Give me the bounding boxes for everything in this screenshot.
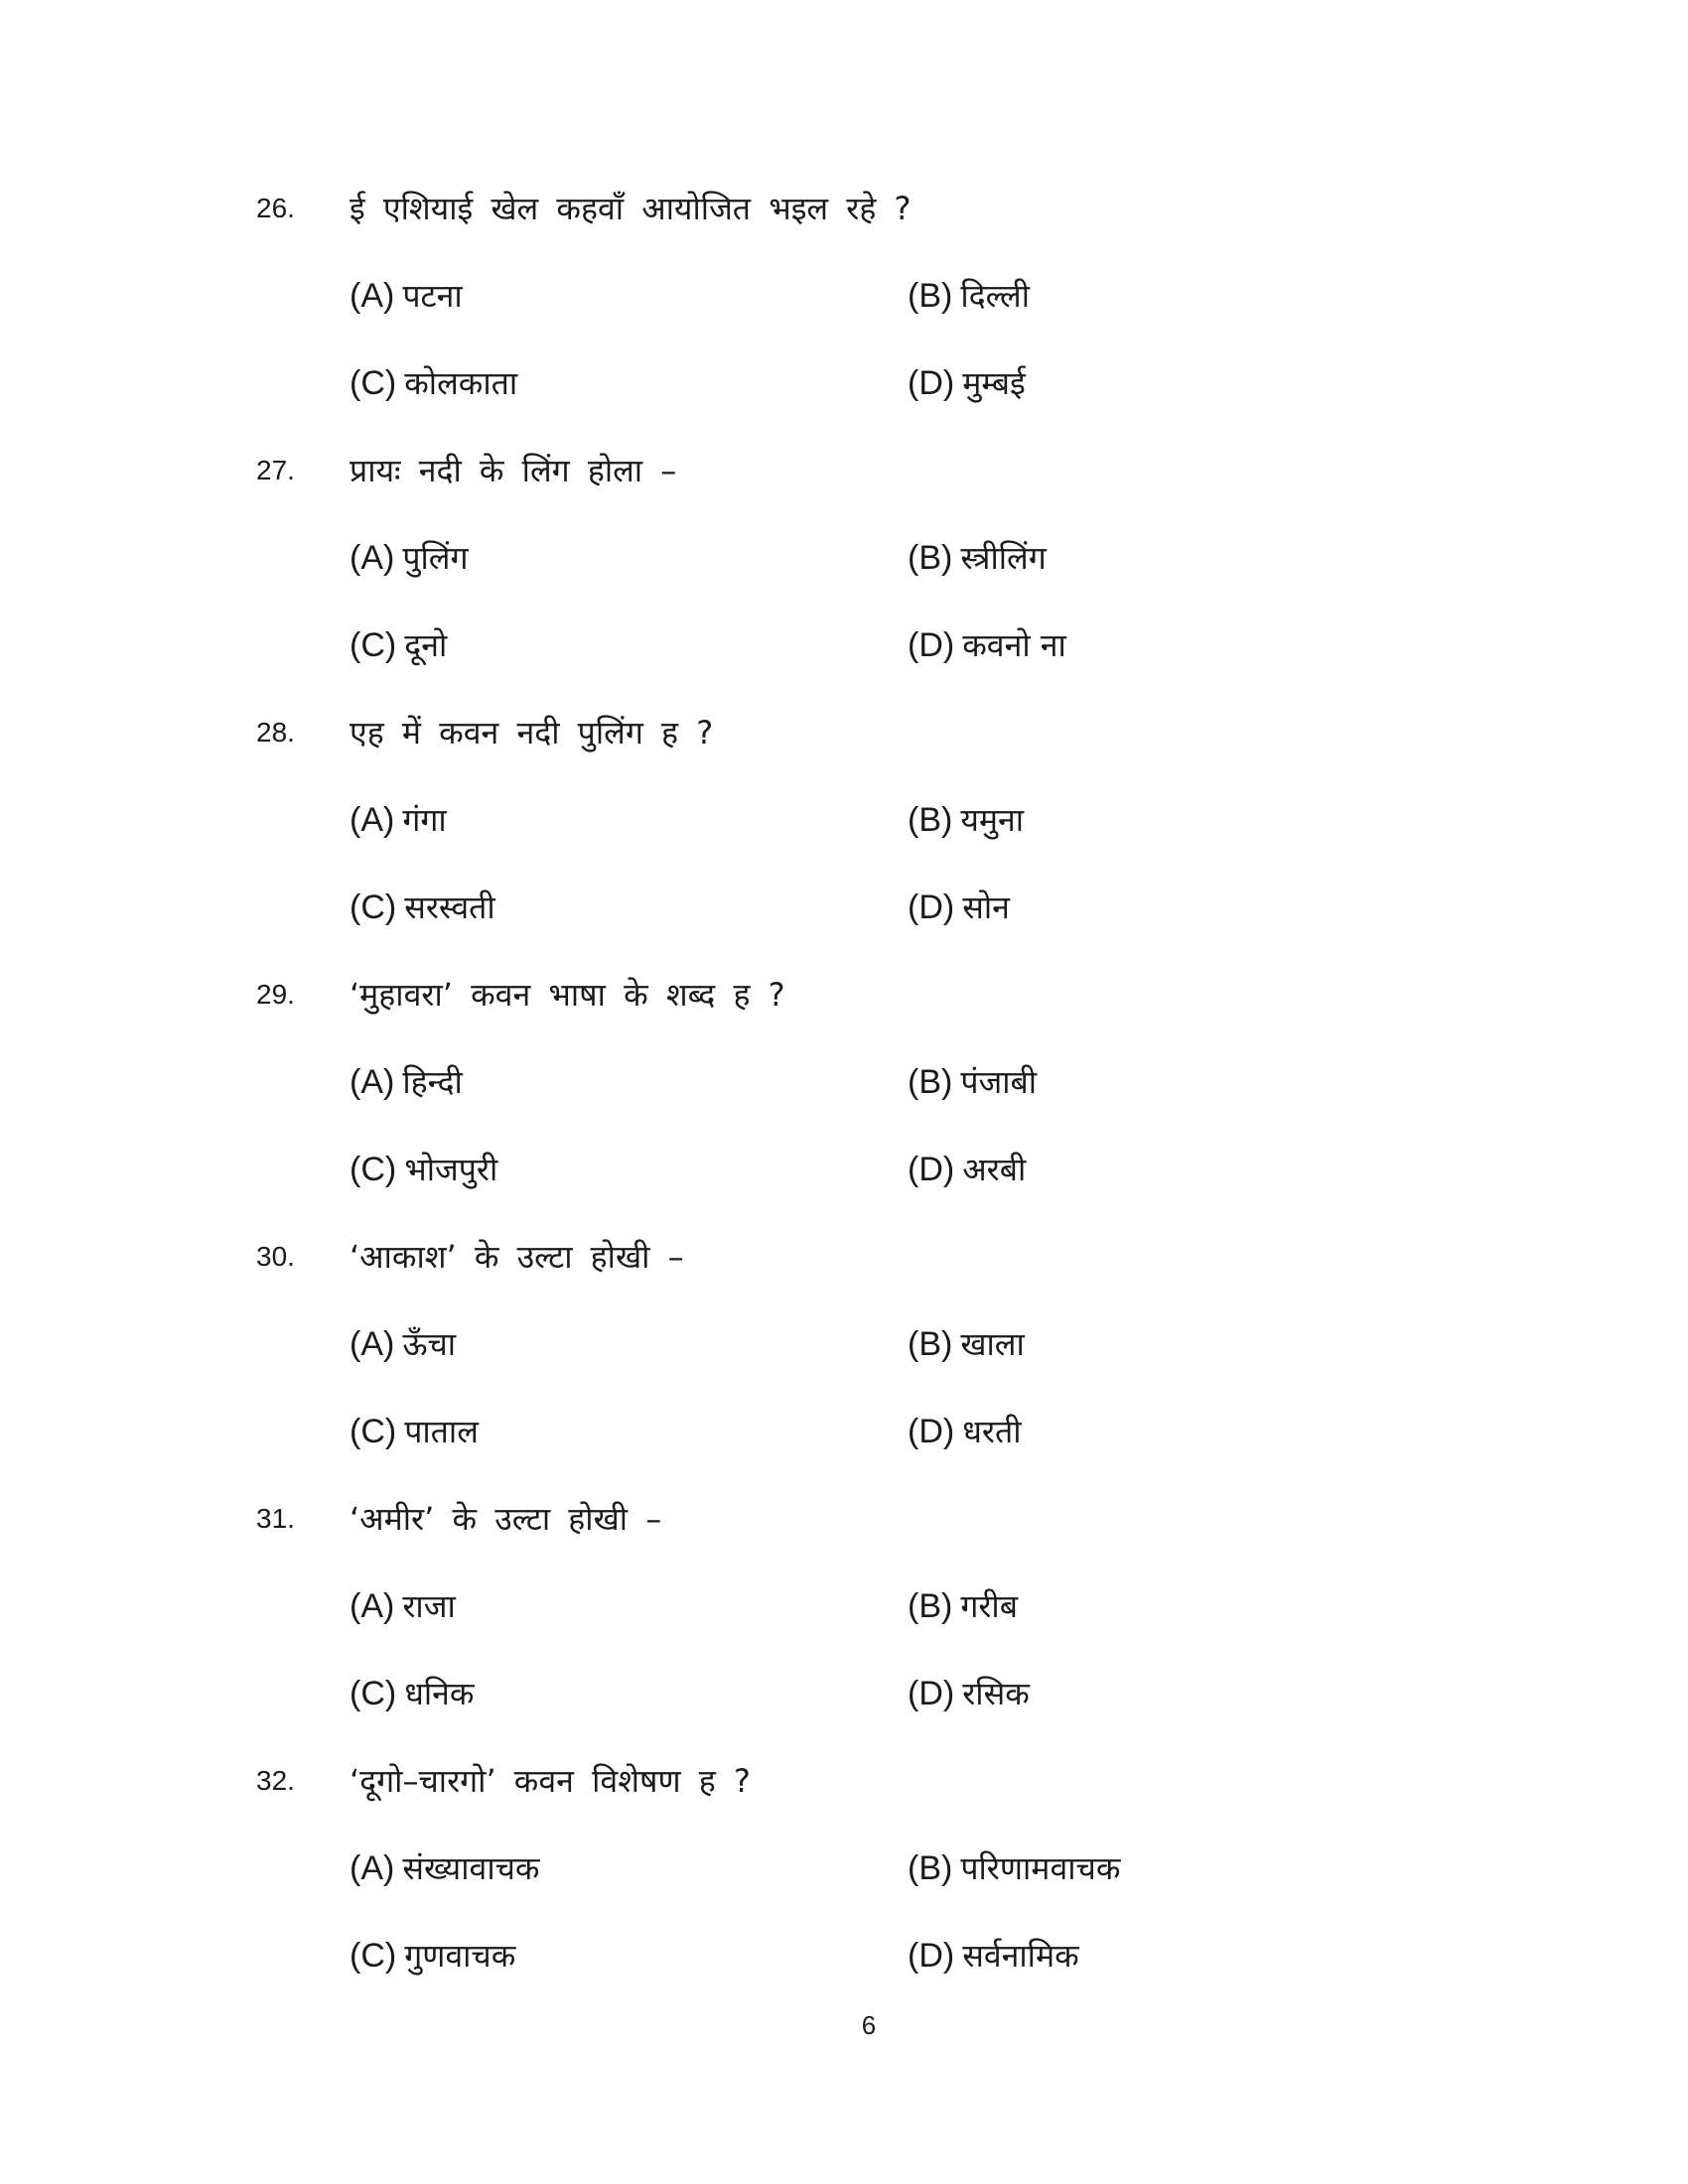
- option-text: धरती: [962, 1413, 1022, 1450]
- option-letter: (C): [350, 1675, 397, 1712]
- option-b: [908, 1843, 1120, 1893]
- option-letter: (D): [908, 1151, 955, 1188]
- option-text: दिल्ली: [960, 277, 1031, 315]
- option-d: [908, 1145, 1026, 1194]
- option-letter: (C): [350, 1151, 397, 1188]
- option-b: [908, 1057, 1037, 1107]
- option-d: [908, 620, 1066, 670]
- option-d: [908, 358, 1026, 408]
- option-b: [908, 1581, 1018, 1631]
- option-text: राजा: [402, 1587, 456, 1625]
- option-a: [350, 1319, 456, 1369]
- option-letter: (B): [908, 539, 953, 577]
- question-text: ‘आकाश’ के उल्टा होखी –: [350, 1238, 684, 1276]
- option-text: पंजाबी: [960, 1063, 1038, 1101]
- option-c: [350, 358, 517, 408]
- question-number: 26.: [256, 193, 295, 223]
- option-a: [350, 795, 447, 845]
- option-letter: (D): [908, 364, 955, 402]
- option-text: सोन: [962, 888, 1010, 926]
- question-text: ‘दूगो–चारगो’ कवन विशेषण ह ?: [350, 1762, 751, 1800]
- option-letter: (A): [350, 539, 395, 577]
- option-letter: (B): [908, 1063, 953, 1101]
- question-number: 28.: [256, 717, 295, 748]
- question-number: 32.: [256, 1765, 295, 1796]
- option-a: [350, 1581, 456, 1631]
- option-text: धनिक: [404, 1675, 475, 1712]
- option-c: [350, 620, 447, 670]
- question-number: 29.: [256, 979, 295, 1010]
- question-text: ‘मुहावरा’ कवन भाषा के शब्द ह ?: [350, 976, 785, 1014]
- option-b: [908, 533, 1047, 583]
- option-d: [908, 1407, 1022, 1456]
- option-letter: (C): [350, 1413, 397, 1450]
- option-text: स्त्रीलिंग: [960, 539, 1047, 577]
- question-text: ‘अमीर’ के उल्टा होखी –: [350, 1500, 662, 1538]
- option-text: भोजपुरी: [404, 1151, 498, 1188]
- option-text: कोलकाता: [404, 364, 518, 402]
- question-29: [0, 970, 1688, 1232]
- option-text: हिन्दी: [402, 1063, 463, 1101]
- option-letter: (A): [350, 1587, 395, 1625]
- option-d: [908, 883, 1010, 932]
- question-number: 27.: [256, 455, 295, 485]
- option-letter: (B): [908, 277, 953, 315]
- option-text: ऊँचा: [402, 1325, 457, 1363]
- option-a: [350, 1843, 540, 1893]
- option-c: [350, 1931, 515, 1980]
- page-number: 6: [861, 2010, 877, 2040]
- option-c: [350, 883, 495, 932]
- question-32: [0, 1756, 1688, 2018]
- option-text: पाताल: [404, 1413, 479, 1450]
- option-b: [908, 271, 1030, 321]
- question-text: ई एशियाई खेल कहवाँ आयोजित भइल रहे ?: [350, 190, 912, 227]
- question-27: [0, 446, 1688, 708]
- option-letter: (D): [908, 626, 955, 664]
- option-letter: (B): [908, 1325, 953, 1363]
- option-text: दूनो: [404, 626, 448, 664]
- question-number: 30.: [256, 1241, 295, 1272]
- option-text: कवनो ना: [962, 626, 1066, 664]
- option-letter: (C): [350, 364, 397, 402]
- option-c: [350, 1407, 479, 1456]
- option-letter: (B): [908, 1587, 953, 1625]
- option-d: [908, 1931, 1079, 1980]
- option-a: [350, 271, 463, 321]
- option-letter: (B): [908, 1849, 953, 1887]
- option-c: [350, 1669, 475, 1718]
- option-letter: (D): [908, 888, 955, 926]
- option-letter: (C): [350, 1937, 397, 1975]
- option-letter: (A): [350, 1325, 395, 1363]
- option-a: [350, 1057, 463, 1107]
- option-text: खाला: [960, 1325, 1025, 1363]
- question-text: एह में कवन नदी पुलिंग ह ?: [350, 714, 714, 751]
- option-letter: (D): [908, 1413, 955, 1450]
- option-letter: (C): [350, 626, 397, 664]
- option-letter: (D): [908, 1675, 955, 1712]
- option-text: सर्वनामिक: [962, 1937, 1079, 1975]
- option-b: [908, 795, 1024, 845]
- question-30: [0, 1232, 1688, 1494]
- question-number: 31.: [256, 1503, 295, 1534]
- option-letter: (C): [350, 888, 397, 926]
- option-text: अरबी: [962, 1151, 1027, 1188]
- question-text: प्रायः नदी के लिंग होला –: [350, 452, 677, 489]
- option-text: रसिक: [962, 1675, 1030, 1712]
- option-b: [908, 1319, 1025, 1369]
- option-text: सरस्वती: [404, 888, 495, 926]
- question-31: [0, 1494, 1688, 1756]
- option-text: परिणामवाचक: [960, 1849, 1121, 1887]
- option-c: [350, 1145, 497, 1194]
- option-text: पटना: [402, 277, 463, 315]
- option-text: संख्यावाचक: [402, 1849, 540, 1887]
- option-a: [350, 533, 469, 583]
- option-text: गरीब: [960, 1587, 1018, 1625]
- option-letter: (D): [908, 1937, 955, 1975]
- option-text: गंगा: [402, 801, 447, 839]
- option-text: गुणवाचक: [404, 1937, 516, 1975]
- option-d: [908, 1669, 1030, 1718]
- option-text: पुलिंग: [402, 539, 469, 577]
- question-26: [0, 184, 1688, 446]
- option-text: यमुना: [960, 801, 1025, 839]
- option-letter: (B): [908, 801, 953, 839]
- option-letter: (A): [350, 1063, 395, 1101]
- option-letter: (A): [350, 277, 395, 315]
- option-letter: (A): [350, 1849, 395, 1887]
- question-28: [0, 708, 1688, 970]
- option-letter: (A): [350, 801, 395, 839]
- option-text: मुम्बई: [962, 364, 1026, 402]
